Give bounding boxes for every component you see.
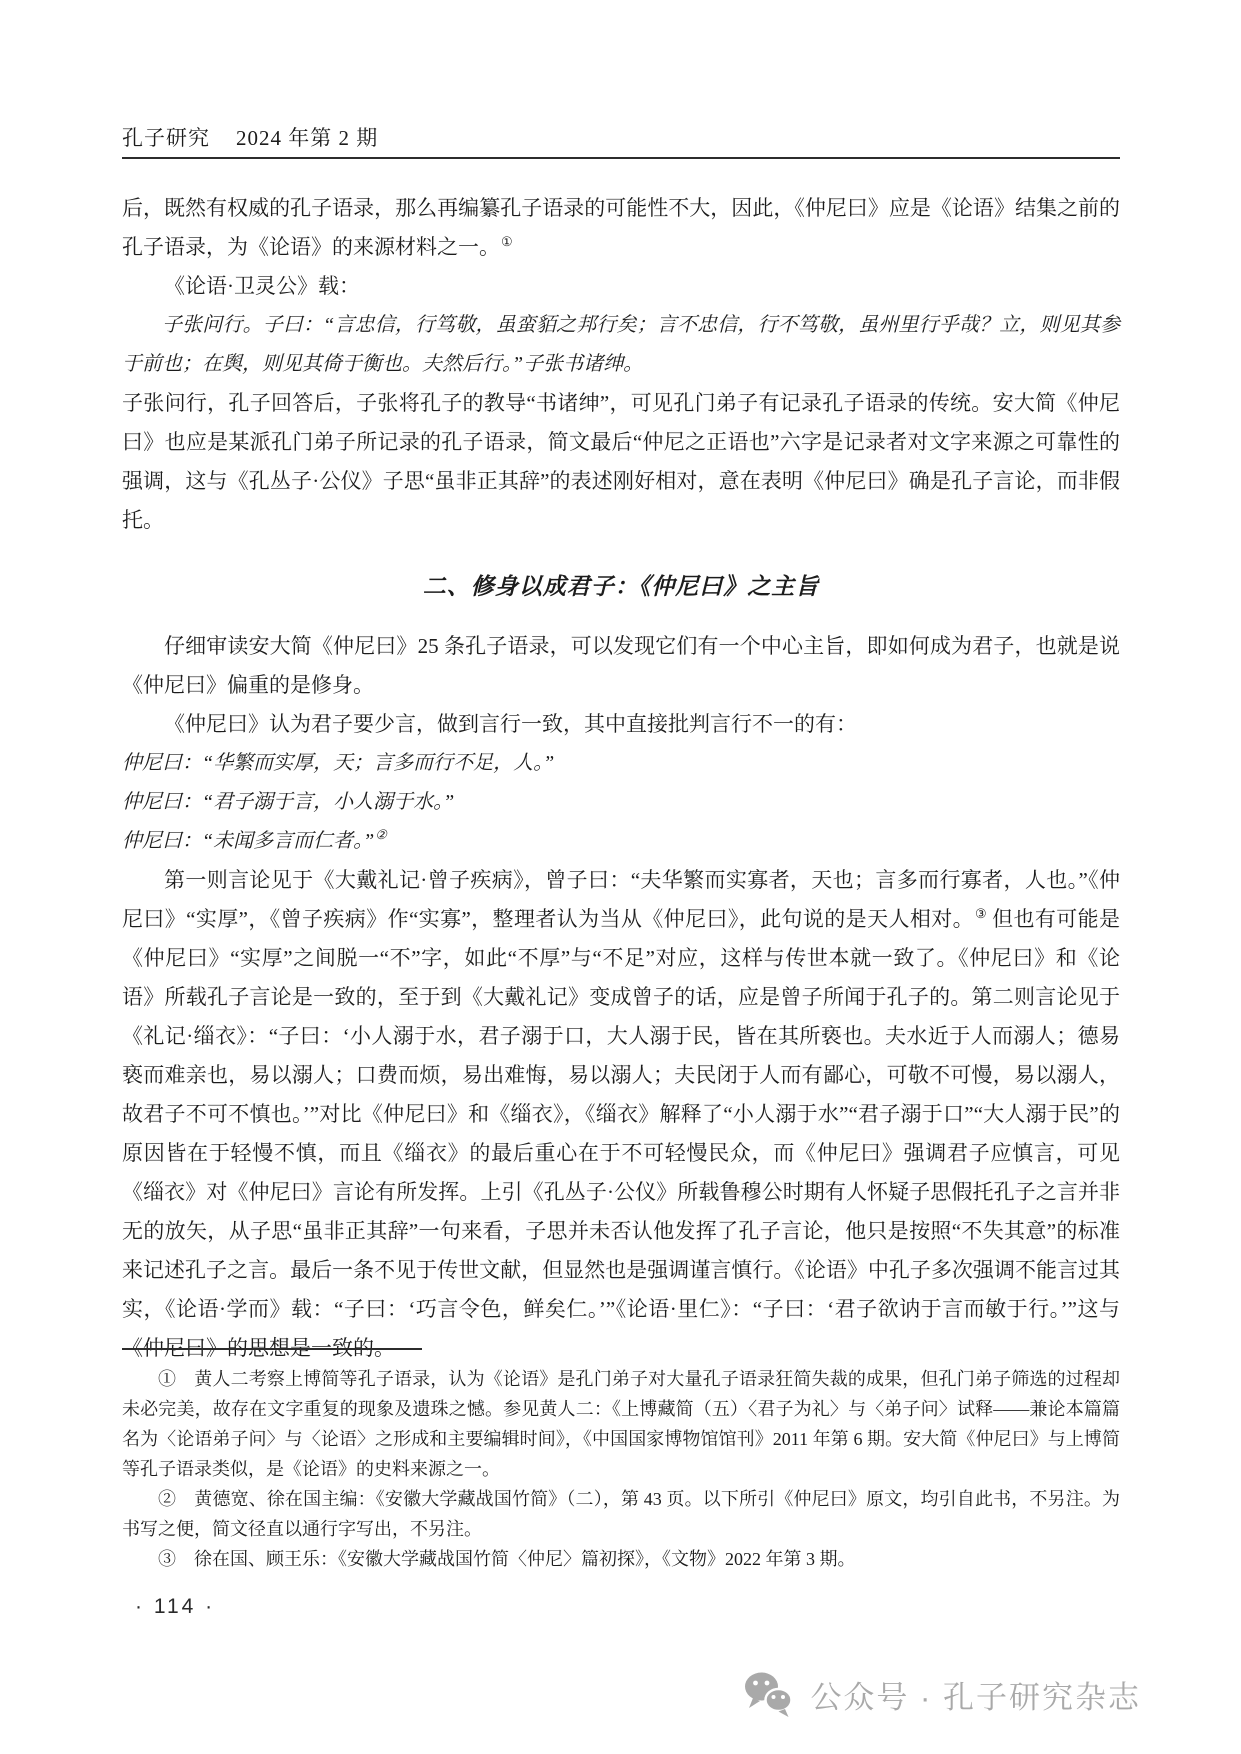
journal-issue: 2024 年第 2 期 bbox=[236, 126, 379, 150]
body-paragraph-shaoyan: 《仲尼曰》认为君子要少言，做到言行一致，其中直接批判言行不一的有： bbox=[164, 712, 857, 736]
zhongni-quote-3: 仲尼曰：“未闻多言而仁者。”② bbox=[122, 827, 387, 852]
watermark bbox=[742, 1670, 1141, 1718]
footnote-separator bbox=[122, 1348, 422, 1350]
block-quote-zizhang: 子张问行。子曰：“言忠信，行笃敬，虽蛮貊之邦行矣；言不忠信，行不笃敬，虽州里行乎哉？立，则见其参于前也；在舆，则见其倚于衡也。夫然后行。”子张书诸绅。 bbox=[122, 314, 1120, 375]
body-paragraph-tradition: 子张问行，孔子回答后，子张将孔子的教导“书诸绅”，可见孔门弟子有记录孔子语录的传统。安大简《仲尼曰》也应是某派孔门弟子所记录的孔子语录，简文最后“仲尼之正语也”六字是记录者对文字来源之可靠性的强调，这与《孔丛子·公仪》子思“虽非正其辞”的表述刚好相对，意在表明《仲尼曰》确是孔子言论，而非假托。 bbox=[122, 391, 1120, 532]
footnotes-section bbox=[122, 1348, 1120, 1574]
zhongni-quote-1: 仲尼曰：“华繁而实厚，天；言多而行不足，人。” bbox=[122, 752, 555, 774]
header-divider bbox=[122, 157, 1120, 159]
section-heading: 二、修身以成君子：《仲尼曰》之主旨 bbox=[422, 574, 820, 599]
journal-title: 孔子研究 bbox=[122, 126, 210, 150]
body-paragraph-weilinggong: 《论语·卫灵公》载： bbox=[164, 274, 360, 298]
footnote-2: ② 黄德宽、徐在国主编：《安徽大学藏战国竹简》（二），第 43 页。以下所引《仲尼曰》原文，均引自此书，不另注。为书写之便，简文径直以通行字写出，不另注。 bbox=[122, 1489, 1120, 1539]
running-head bbox=[122, 122, 378, 152]
body-paragraph-analysis: 第一则言论见于《大戴礼记·曾子疾病》，曾子曰：“夫华繁而实寡者，天也；言多而行寡者，人也。”《仲尼曰》“实厚”，《曾子疾病》作“实寡”，整理者认为当从《仲尼曰》，此句说的是天人相对。③ 但也有可能是《仲尼曰》“实厚”之间脱一“不”字，如此“不厚”与“不足”对应，这样与传世本就一致了。《仲尼曰》和《论语》所载孔子言论是一致的，至于到《大戴礼记》变成曾子的话，应是曾子所闻于孔子的。第二则言论见于《礼记·缁衣》：“子曰：‘小人溺于水，君子溺于口，大人溺于民，皆在其所亵也。夫水近于人而溺人；德易亵而难亲也，易以溺人；口费而烦，易出难悔，易以溺人；夫民闭于人而有鄙心，可敬不可慢，易以溺人，故君子不可不慎也。’”对比《仲尼曰》和《缁衣》，《缁衣》解释了“小人溺于水”“君子溺于口”“大人溺于民”的原因皆在于轻慢不慎，而且《缁衣》的最后重心在于不可轻慢民众，而《仲尼曰》强调君子应慎言，可见《缁衣》对《仲尼曰》言论有所发挥。上引《孔丛子·公仪》所载鲁穆公时期有人怀疑子思假托孔子之言并非无的放矢，从子思“虽非正其辞”一句来看，子思并未否认他发挥了孔子言论，他只是按照“不失其意”的标准来记述孔子之言。最后一条不见于传世文献，但显然也是强调谨言慎行。《论语》中孔子多次强调不能言过其实，《论语·学而》载：“子曰：‘巧言令色，鲜矣仁。’”《论语·里仁》：“子曰：‘君子欲讷于言而敏于行。’”这与《仲尼曰》的思想是一致的。 bbox=[122, 868, 1121, 1360]
footnote-1: ① 黄人二考察上博简等孔子语录，认为《论语》是孔门弟子对大量孔子语录狂简失裁的成果，但孔门弟子筛选的过程却未必完美，故存在文字重复的现象及遗珠之憾。参见黄人二：《上博藏简（五）〈君子为礼〉与〈弟子问〉试释——兼论本篇篇名为〈论语弟子问〉与〈论语〉之形成和主要编辑时间》，《中国国家博物馆馆刊》2011 年第 6 期。安大简《仲尼曰》与上博简等孔子语录类似，是《论语》的史料来源之一。 bbox=[122, 1369, 1120, 1479]
wechat-icon bbox=[742, 1670, 794, 1718]
zhongni-quote-2: 仲尼曰：“君子溺于言，小人溺于水。” bbox=[122, 791, 455, 813]
footnote-ref-1: ① bbox=[501, 234, 513, 249]
article-body bbox=[122, 189, 1120, 1368]
watermark-label: 公众号 · 孔子研究杂志 bbox=[810, 1679, 1141, 1715]
footnote-3: ③ 徐在国、顾王乐：《安徽大学藏战国竹简〈仲尼〉篇初探》，《文物》2022 年第 3 期。 bbox=[158, 1549, 856, 1569]
footnote-ref-2: ② bbox=[375, 827, 387, 843]
footnote-ref-3: ③ bbox=[975, 906, 988, 921]
page-number: · 114 · bbox=[135, 1595, 216, 1618]
body-paragraph-intro: 后，既然有权威的孔子语录，那么再编纂孔子语录的可能性不大，因此，《仲尼曰》应是《论语》结集之前的孔子语录，为《论语》的来源材料之一。① bbox=[122, 196, 1120, 259]
body-paragraph-zhongzhi: 仔细审读安大简《仲尼曰》25 条孔子语录，可以发现它们有一个中心主旨，即如何成为君子，也就是说《仲尼曰》偏重的是修身。 bbox=[122, 634, 1120, 697]
